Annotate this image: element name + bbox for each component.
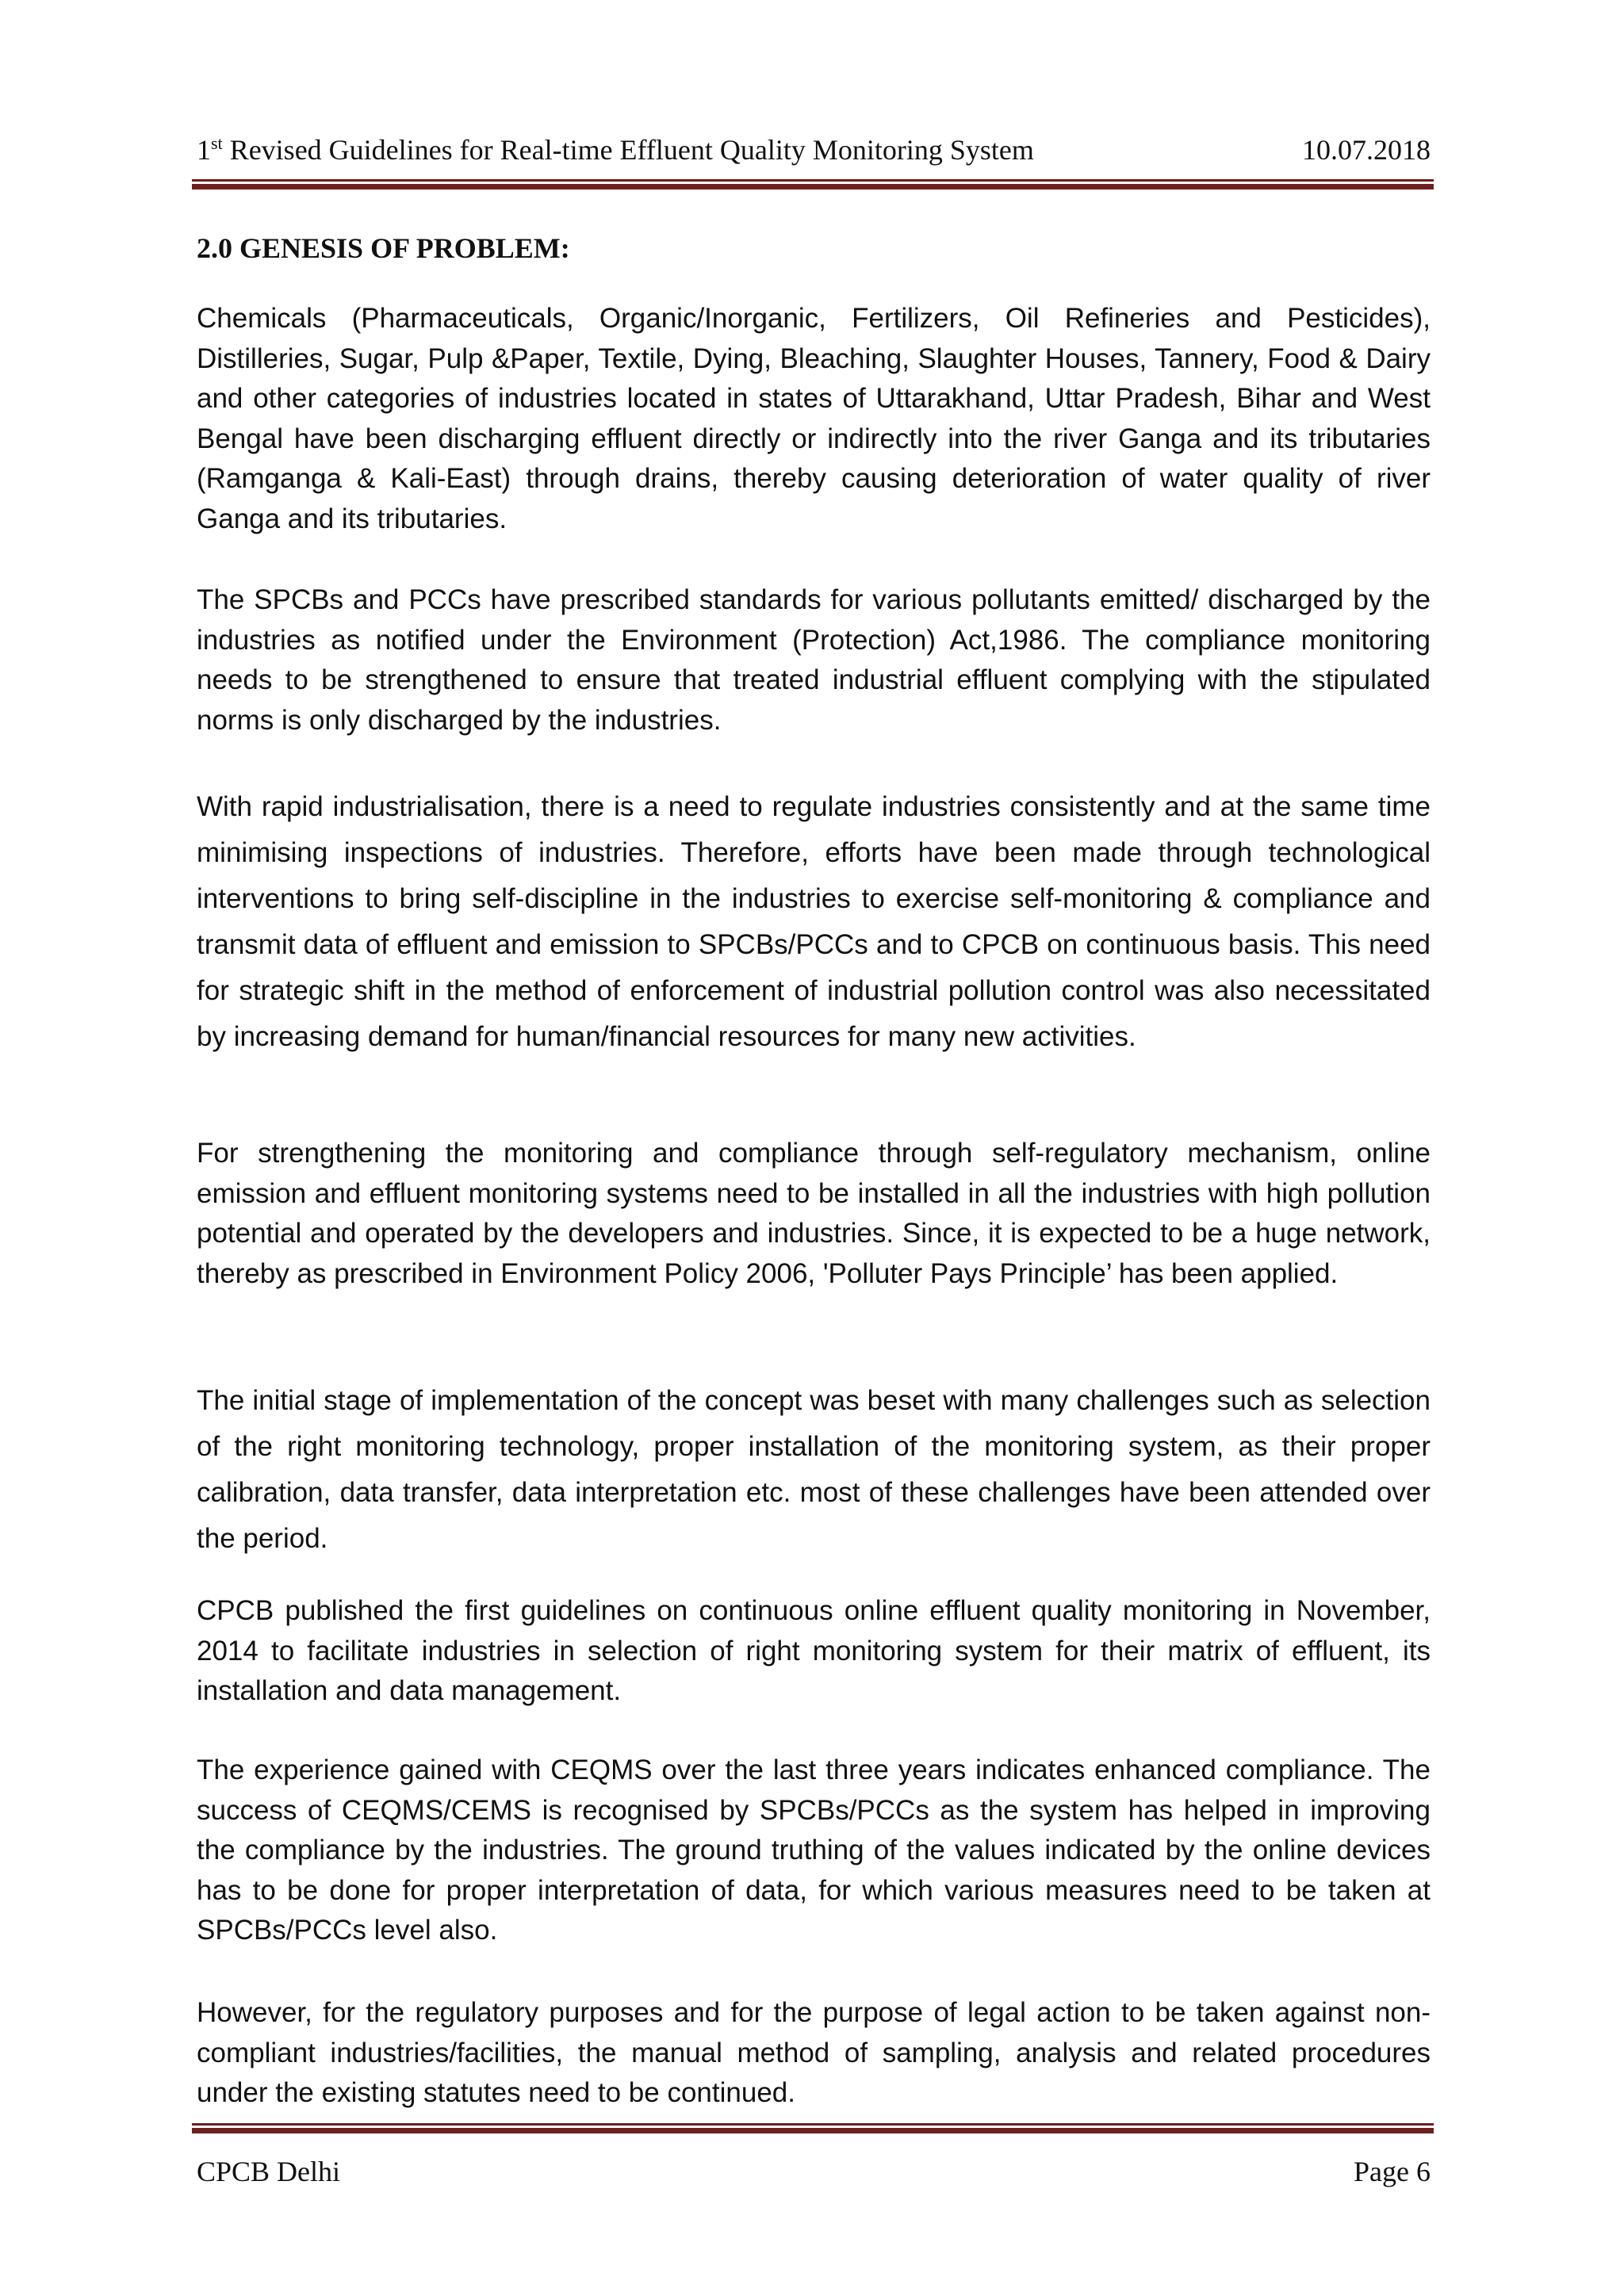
- header-rule-thin: [192, 179, 1434, 182]
- footer-rule-thick: [192, 2128, 1434, 2133]
- footer-organization: CPCB Delhi: [197, 2156, 341, 2187]
- header-title: [197, 133, 1034, 166]
- page-header: [197, 133, 1431, 181]
- page-footer: [197, 2155, 1431, 2188]
- paragraph-experience: The experience gained with CEQMS over the last three years indicates enhanced compliance. The success of CEQMS/CEMS is recognised by SPCBs/PCCs as the system has helped in improving the compliance by the industries. The ground truthing of the values indicated by the online devices has to be done for proper interpretation of data, for which various measures need to be taken at SPCBs/PCCs level also.: [197, 1755, 1431, 1946]
- paragraph-chemicals: Chemicals (Pharmaceuticals, Organic/Inorganic, Fertilizers, Oil Refineries and Pesticides), Distilleries, Sugar, Pulp &Paper, Textile, Dying, Bleaching, Slaughter Houses, Tannery, Food & Dairy and other categories of industries located in states of Uttarakhand, Uttar Pradesh, Bihar and West Bengal have been discharging effluent directly or indirectly into the river Ganga and its tributaries (Ramganga & Kali-East) through drains, thereby causing deterioration of water quality of river Ganga and its tributaries.: [197, 303, 1431, 534]
- header-rule-thick: [192, 184, 1434, 189]
- paragraph-standards: The SPCBs and PCCs have prescribed standards for various pollutants emitted/ discharged by the industries as notified under the Environment (Protection) Act,1986. The compliance monitoring needs to be strengthened to ensure that treated industrial effluent complying with the stipulated norms is only discharged by the industries.: [197, 584, 1431, 736]
- header-title-number: 1: [197, 134, 211, 166]
- paragraph-regulatory: However, for the regulatory purposes and for the purpose of legal action to be taken against non-compliant industries/facilities, the manual method of sampling, analysis and related procedures under the existing statutes need to be continued.: [197, 1997, 1431, 2108]
- section-title: 2.0 GENESIS OF PROBLEM:: [197, 232, 570, 264]
- header-title-text: Revised Guidelines for Real-time Effluent Quality Monitoring System: [222, 134, 1034, 166]
- paragraph-initial-stage: The initial stage of implementation of the concept was beset with many challenges such as selection of the right monitoring technology, proper installation of the monitoring system, as their proper calibration, data transfer, data interpretation etc. most of these challenges have been attended over the period.: [197, 1385, 1431, 1554]
- paragraph-industrialisation: With rapid industrialisation, there is a need to regulate industries consistently and at the same time minimising inspections of industries. Therefore, efforts have been made through technological interventions to bring self-discipline in the industries to exercise self-monitoring & compliance and transmit data of effluent and emission to SPCBs/PCCs and to CPCB on continuous basis. This need for strategic shift in the method of enforcement of industrial pollution control was also necessitated by increasing demand for human/financial resources for many new activities.: [197, 791, 1431, 1052]
- footer-rule-thin: [192, 2123, 1434, 2126]
- paragraph-first-guidelines: CPCB published the first guidelines on continuous online effluent quality monitoring in November, 2014 to facilitate industries in selection of right monitoring system for their matrix of effluent, its installation and data management.: [197, 1595, 1431, 1706]
- header-title-superscript: st: [211, 133, 223, 153]
- footer-page-number: Page 6: [1354, 2156, 1431, 2187]
- header-date: 10.07.2018: [1302, 134, 1431, 166]
- paragraph-strengthening: For strengthening the monitoring and compliance through self-regulatory mechanism, online emission and effluent monitoring systems need to be installed in all the industries with high pollution potential and operated by the developers and industries. Since, it is expected to be a huge network, thereby as prescribed in Environment Policy 2006, 'Polluter Pays Principle’ has been applied.: [197, 1138, 1431, 1289]
